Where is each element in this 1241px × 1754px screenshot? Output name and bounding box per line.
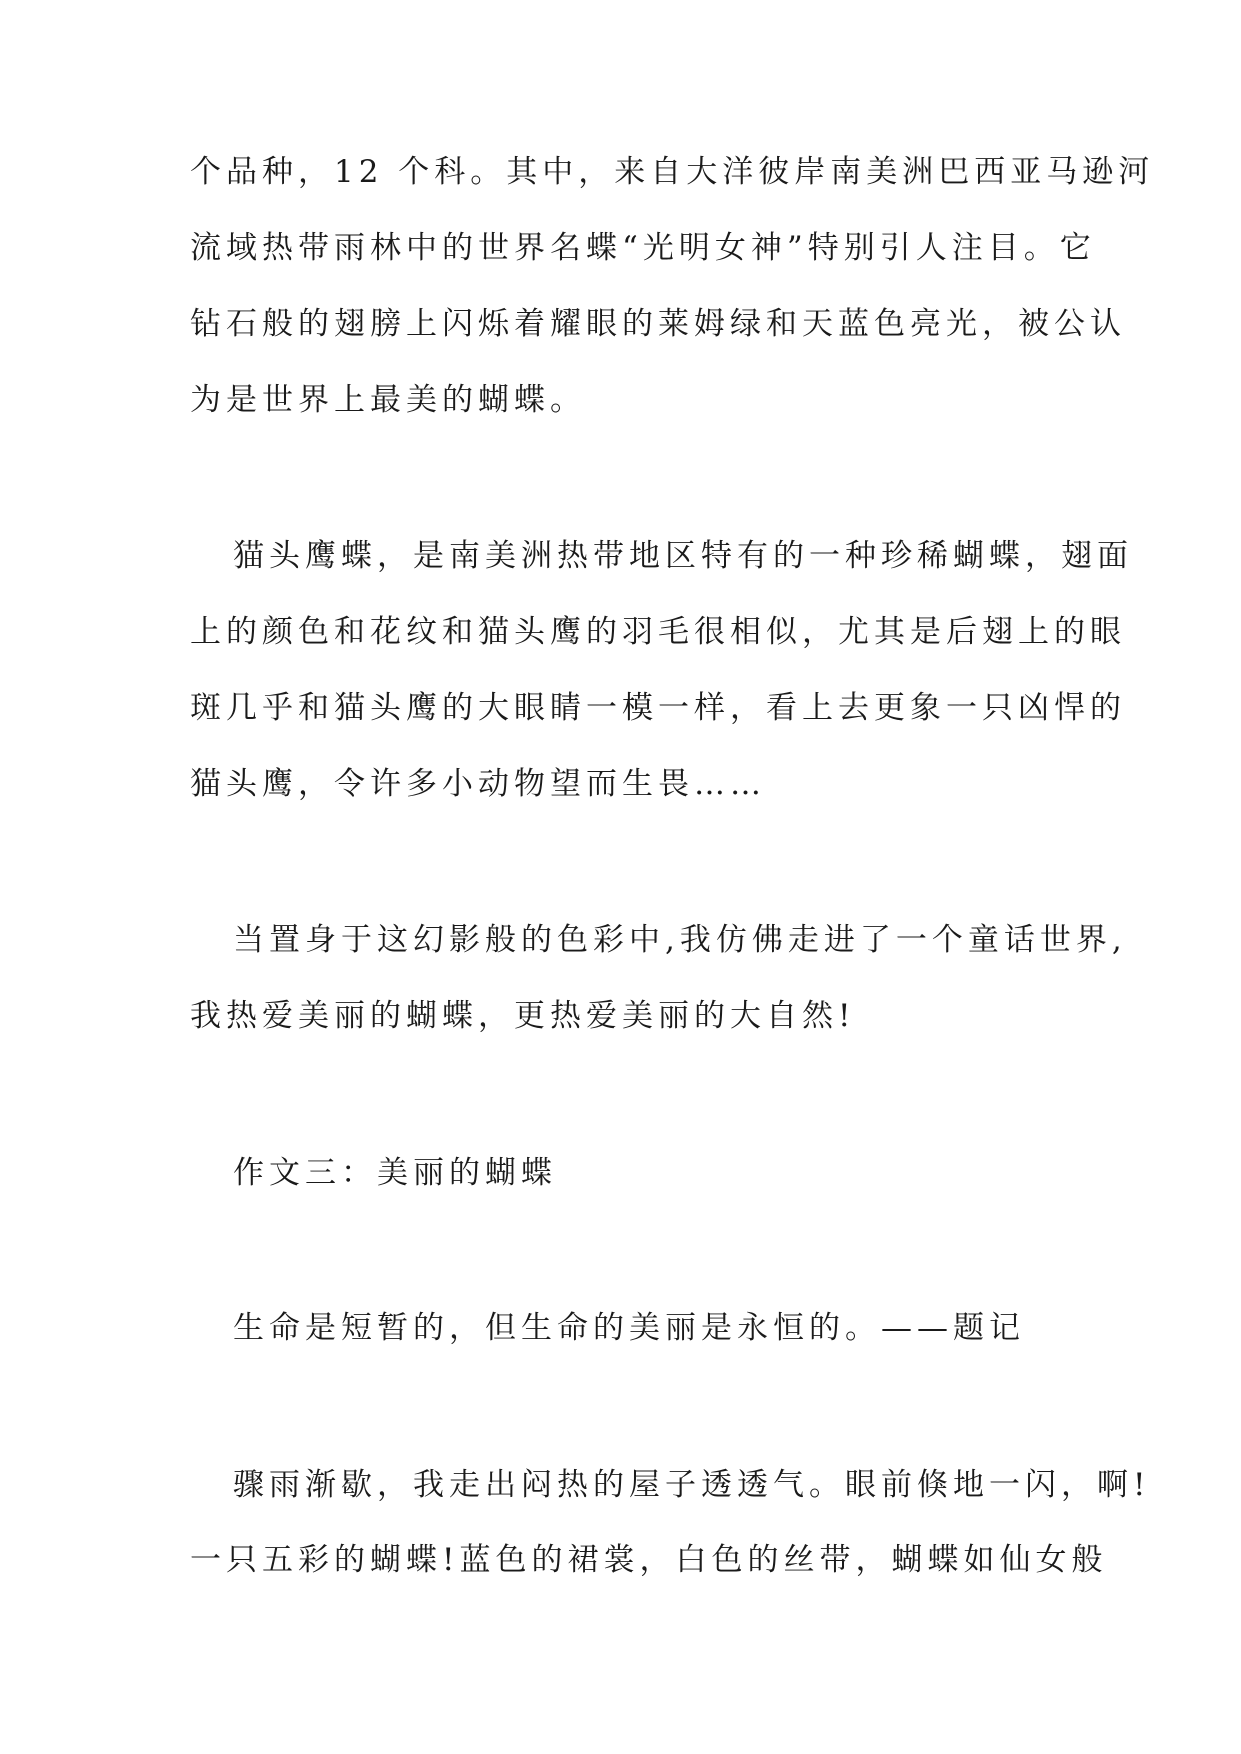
paragraph-1-line-1: 个品种，12 个科。其中，来自大洋彼岸南美洲巴西亚马逊河 — [190, 154, 1155, 190]
paragraph-3-line-1: 当置身于这幻影般的色彩中,我仿佛走进了一个童话世界, — [233, 922, 1127, 958]
epigraph: 生命是短暂的，但生命的美丽是永恒的。——题记 — [233, 1310, 1025, 1346]
paragraph-3-line-2: 我热爱美丽的蝴蝶，更热爱美丽的大自然! — [190, 998, 856, 1034]
paragraph-1-line-3: 钻石般的翅膀上闪烁着耀眼的莱姆绿和天蓝色亮光，被公认 — [190, 306, 1126, 342]
paragraph-2-line-1: 猫头鹰蝶，是南美洲热带地区特有的一种珍稀蝴蝶，翅面 — [233, 538, 1133, 574]
paragraph-2-line-4: 猫头鹰，令许多小动物望而生畏…… — [190, 766, 766, 802]
paragraph-2-line-3: 斑几乎和猫头鹰的大眼睛一模一样，看上去更象一只凶悍的 — [190, 690, 1126, 726]
paragraph-4-line-1: 骤雨渐歇，我走出闷热的屋子透透气。眼前倏地一闪，啊! — [233, 1467, 1151, 1503]
paragraph-2-line-2: 上的颜色和花纹和猫头鹰的羽毛很相似，尤其是后翅上的眼 — [190, 614, 1126, 650]
paragraph-1-line-4: 为是世界上最美的蝴蝶。 — [190, 382, 586, 418]
paragraph-1-line-2: 流域热带雨林中的世界名蝶“光明女神”特别引人注目。它 — [190, 230, 1096, 266]
essay-heading: 作文三：美丽的蝴蝶 — [233, 1155, 557, 1191]
paragraph-4-line-2: 一只五彩的蝴蝶!蓝色的裙裳，白色的丝带，蝴蝶如仙女般 — [190, 1542, 1108, 1578]
